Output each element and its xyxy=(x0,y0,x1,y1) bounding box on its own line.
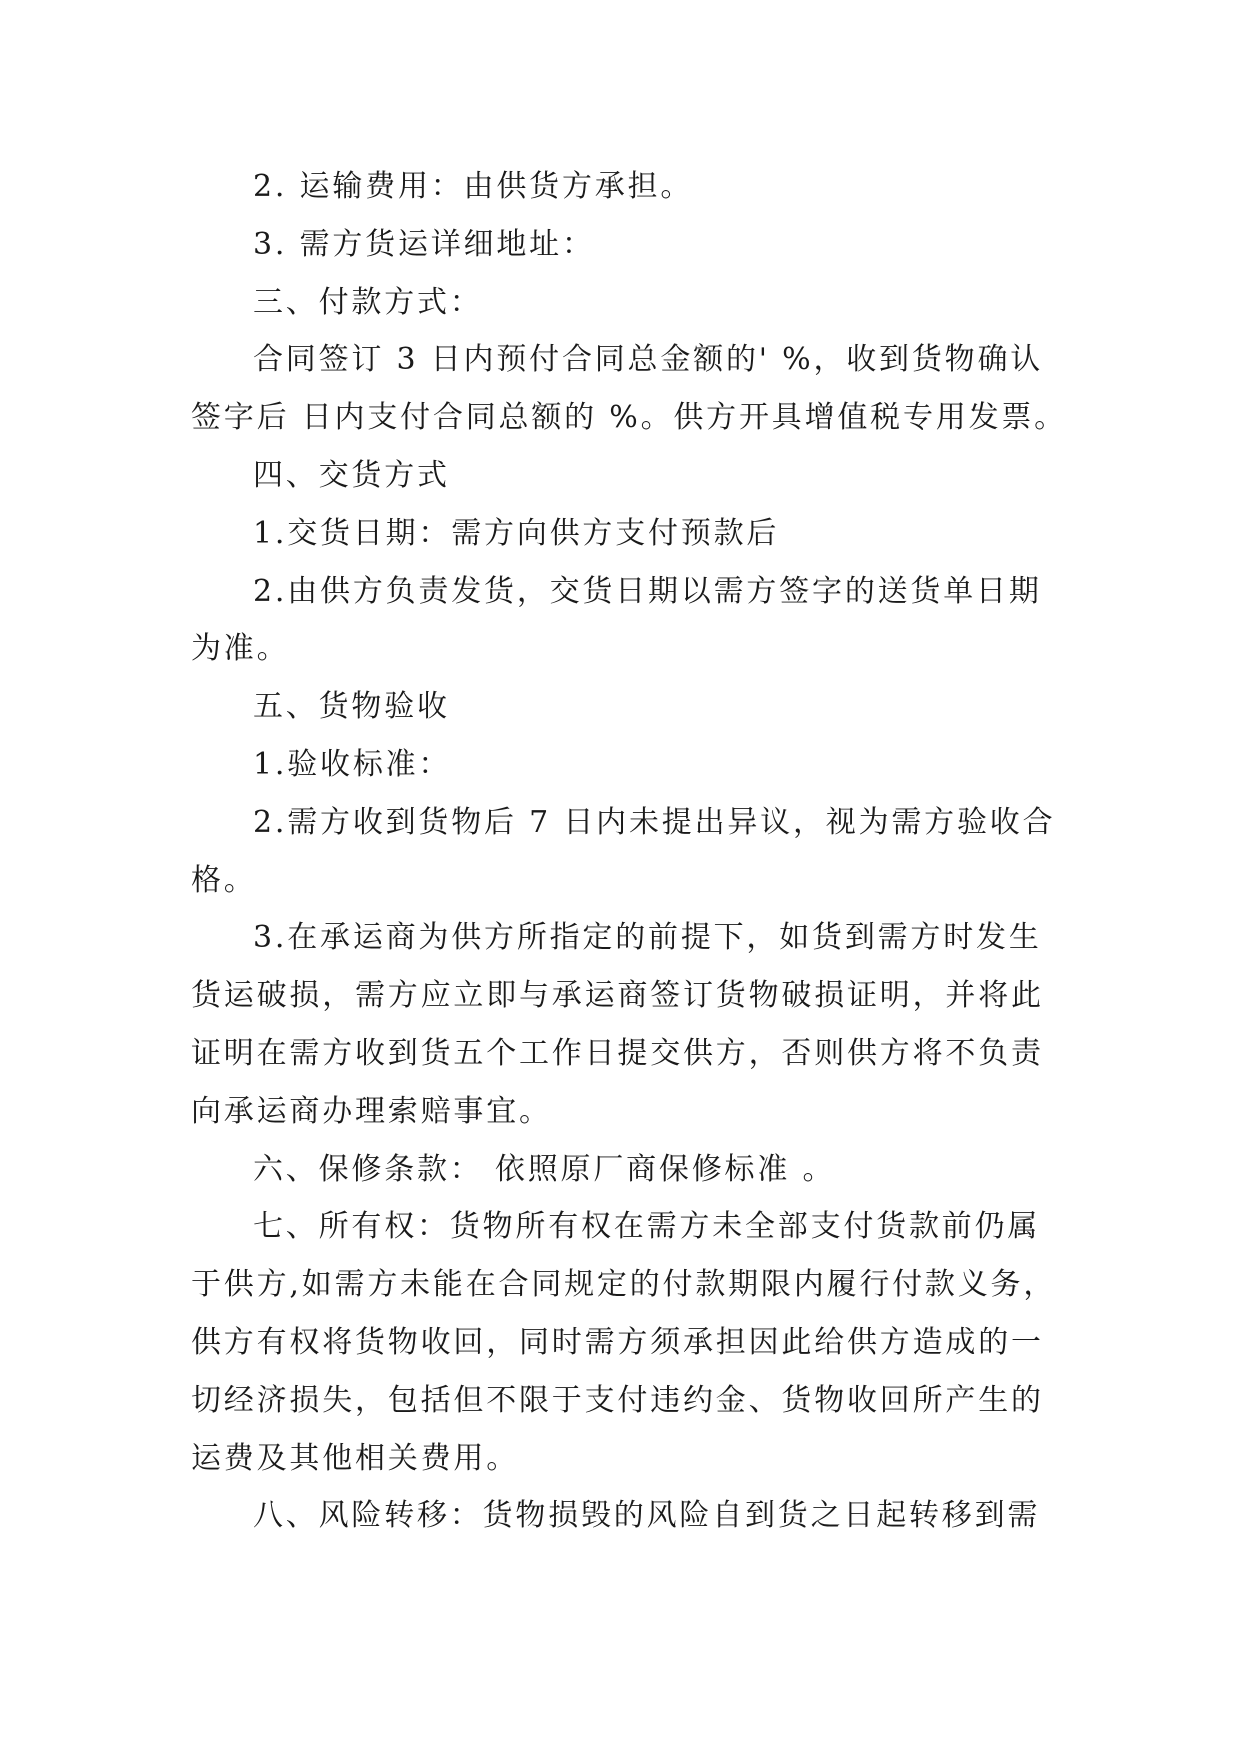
text-line: 2.需方收到货物后 7 日内未提出异议，视为需方验收合 xyxy=(253,804,1056,840)
clause-transport-cost xyxy=(191,158,1056,216)
section-ownership xyxy=(191,1198,1056,1487)
clause-payment-terms xyxy=(191,331,1067,447)
text-line: 3. 需方货运详细地址： xyxy=(253,226,595,262)
text-line: 2. 运输费用：由供货方承担。 xyxy=(253,169,694,204)
clause-acceptance-period xyxy=(191,794,1056,910)
text-line: 八、风险转移：货物损毁的风险自到货之日起转移到需 xyxy=(253,1498,1041,1534)
text-line: 1.验收标准： xyxy=(253,746,452,782)
text-line: 于供方,如需方未能在合同规定的付款期限内履行付款义务， xyxy=(191,1267,1057,1303)
clause-delivery-date xyxy=(191,505,1056,563)
text-line: 向承运商办理索赔事宜。 xyxy=(191,1093,552,1129)
text-line: 2.由供方负责发货，交货日期以需方签字的送货单日期 xyxy=(253,573,1042,609)
text-line: 运费及其他相关费用。 xyxy=(191,1440,519,1476)
text-line: 四、交货方式 xyxy=(253,457,450,493)
section-heading-payment xyxy=(191,274,1056,332)
section-heading-acceptance xyxy=(191,678,1056,736)
clause-shipping-responsibility xyxy=(191,563,1056,679)
text-line: 六、保修条款： 依照原厂商保修标准 。 xyxy=(253,1151,836,1187)
text-line: 三、付款方式： xyxy=(253,284,483,320)
text-line: 1.交货日期：需方向供方支付预款后 xyxy=(253,515,780,551)
clause-transport-damage xyxy=(191,909,1056,1140)
clause-delivery-address xyxy=(191,216,1056,274)
text-line: 供方有权将货物收回，同时需方须承担因此给供方造成的一 xyxy=(191,1324,1044,1360)
text-line: 格。 xyxy=(191,862,257,898)
document-body xyxy=(191,158,1067,1545)
text-line: 七、所有权：货物所有权在需方未全部支付货款前仍属 xyxy=(253,1209,1041,1245)
text-line: 货运破损，需方应立即与承运商签订货物破损证明，并将此 xyxy=(191,978,1044,1014)
text-line: 合同签订 3 日内预付合同总金额的' %，收到货物确认 xyxy=(253,342,1044,378)
text-line: 证明在需方收到货五个工作日提交供方，否则供方将不负责 xyxy=(191,1035,1044,1071)
section-risk-transfer xyxy=(191,1487,1056,1545)
text-line: 切经济损失，包括但不限于支付违约金、货物收回所产生的 xyxy=(191,1382,1044,1418)
section-warranty xyxy=(191,1141,1056,1199)
text-line: 签字后 日内支付合同总额的 %。供方开具增值税专用发票。 xyxy=(191,400,1067,436)
text-line: 五、货物验收 xyxy=(253,689,450,725)
text-line: 为准。 xyxy=(191,631,290,667)
clause-acceptance-standard xyxy=(191,736,1056,794)
section-heading-delivery xyxy=(191,447,1056,505)
text-line: 3.在承运商为供方所指定的前提下，如货到需方时发生 xyxy=(253,920,1042,956)
